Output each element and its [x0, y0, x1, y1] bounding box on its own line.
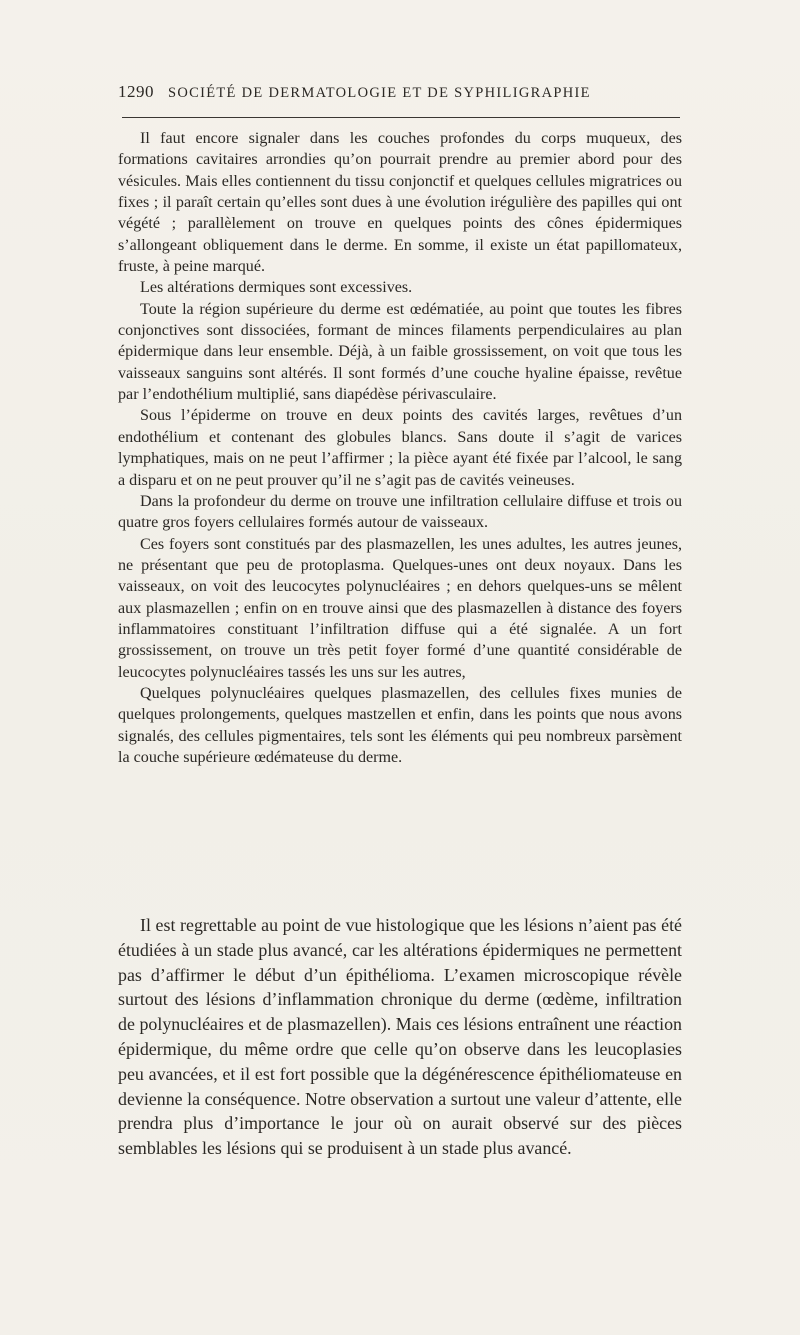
paragraph-region-superieure: Toute la région supérieure du derme est œdématiée, au point que toutes les fibres conjonctives sont dissociées, formant de minces filaments perpendiculaires au plan épidermique dans leur ensemble. Déjà, à un faible grossissement, on voit que tous les vaisseaux sanguins sont altérés. Il sont formés d’une couche hyaline épaisse, revêtue par l’endothélium multiplié, sans diapédèse périvasculaire.: [118, 300, 682, 404]
running-title: SOCIÉTÉ DE DERMATOLOGIE ET DE SYPHILIGRAPHIE: [168, 85, 591, 101]
header-rule: [122, 117, 680, 118]
paragraph-corps-muqueux: Il faut encore signaler dans les couches profondes du corps muqueux, des formations cavitaires arrondies qu’on pourrait prendre au premier abord pour des vésicules. Mais elles contiennent du tissu conjonctif et quelques cellules migratrices ou fixes ; il paraît certain qu’elles sont dues à une évolution irégulière des papilles qui ont végété ; parallèlement on trouve en quelques points des cônes épidermiques s’allongeant obliquement dans le derme. En somme, il existe un état papillomateux, fruste, à peine marqué.: [118, 130, 682, 276]
histology-description: [118, 128, 682, 768]
paragraph-conclusion: Il est regrettable au point de vue histologique que les lésions n’aient pas été étudiées à un stade plus avancé, car les altérations épidermiques ne permettent pas d’affirmer le début d’un épithélioma. L’examen microscopique révèle surtout des lésions d’inflammation chronique du derme (œdème, infiltration de polynucléaires et de plasmazellen). Mais ces lésions entraînent une réaction épidermique, du même ordre que celle qu’on observe dans les leucoplasies peu avancées, et il est fort possible que la dégénérescence épithéliomateuse en devienne la conséquence. Notre observation a surtout une valeur d’attente, elle prendra plus d’importance le jour où on aurait observé sur des pièces semblables les lésions qui se produisent à un stade plus avancé.: [118, 915, 682, 1159]
paragraph-polynucleaires: Quelques polynucléaires quelques plasmazellen, des cellules fixes munies de quelques prolongements, quelques mastzellen et enfin, dans les points que nous avons signalés, des cellules pigmentaires, tels sont les éléments qui peu nombreux parsèment la couche supérieure œdémateuse du derme.: [118, 684, 682, 766]
running-header: [118, 82, 681, 104]
paragraph-alterations-dermiques: Les altérations dermiques sont excessives.: [140, 279, 413, 297]
page-number: 1290: [118, 82, 154, 101]
paragraph-foyers-plasmazellen: Ces foyers sont constitués par des plasmazellen, les unes adultes, les autres jeunes, ne présentant que peu de protoplasma. Quelques-unes ont deux noyaux. Dans les vaisseaux, on voit des leucocytes polynucléaires ; en dehors quelques-uns se mêlent aux plasmazellen ; enfin on en trouve ainsi que des plasmazellen à distance des foyers inflammatoires constituant l’infiltration diffuse qui a été signalée. A un fort grossissement, on trouve un très petit foyer formé d’une quantité considérable de leucocytes polynucléaires tassés les uns sur les autres,: [118, 535, 682, 681]
paragraph-profondeur-derme: Dans la profondeur du derme on trouve une infiltration cellulaire diffuse et trois ou quatre gros foyers cellulaires formés autour de vaisseaux.: [118, 492, 682, 532]
conclusion-section: [118, 913, 682, 1161]
paragraph-sous-epiderme: Sous l’épiderme on trouve en deux points des cavités larges, revêtues d’un endothélium et contenant des globules blancs. Sans doute il s’agit de varices lymphatiques, mais on ne peut l’affirmer ; la pièce ayant été fixée par l’alcool, le sang a disparu et on ne peut prouver qu’il ne s’agit pas de cavités veineuses.: [118, 407, 682, 489]
